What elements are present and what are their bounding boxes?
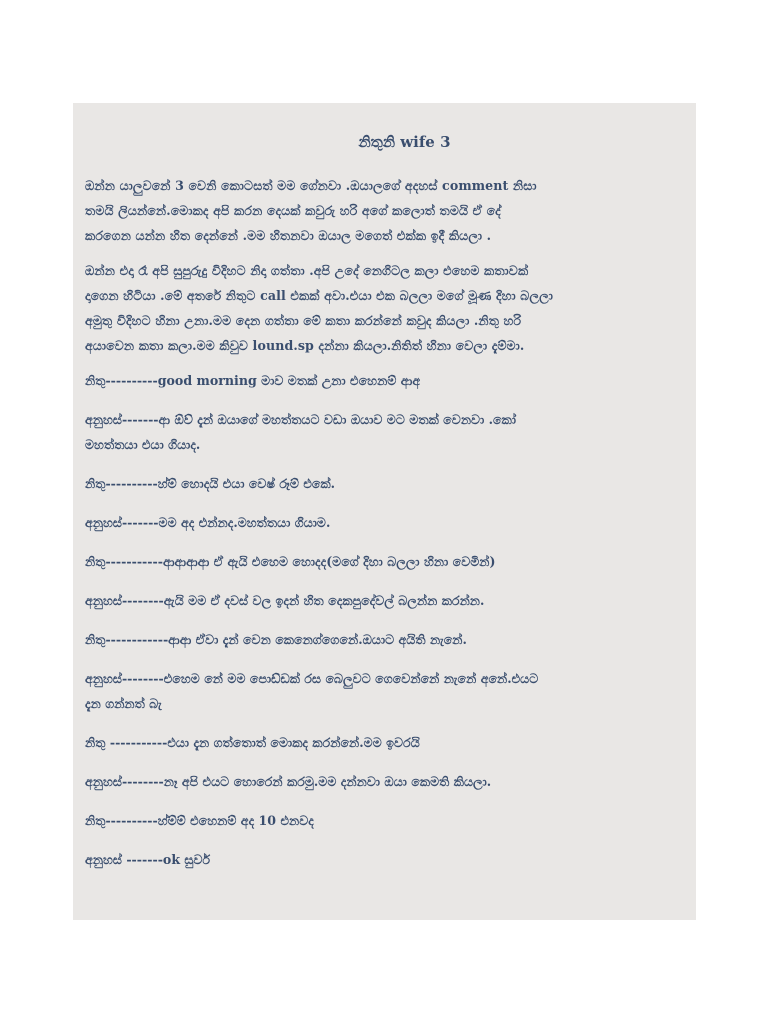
dialogue-text: අනුහස්-------ආ ඕව් දැන් ඔයාගේ මහත්තයට වඩා ඔයාව මට මතක් වෙනවා .කෝ bbox=[85, 412, 516, 427]
intro-paragraph bbox=[85, 173, 684, 248]
paragraph-line: අයාවෙන කතා කලා.මම කිවුව lound.sp දන්නා කියලා.නිතිත් හිනා වෙලා දැම්මා. bbox=[85, 338, 525, 353]
dialogue-text: අනුහස්-------මම අද එන්නද.මහත්තයා ගියාම. bbox=[85, 515, 331, 530]
story-paragraph bbox=[85, 258, 684, 358]
dialogue-text: මහත්තයා එයා ගියාද. bbox=[85, 437, 201, 452]
scanned-page bbox=[73, 103, 696, 920]
dialogue-line bbox=[85, 627, 684, 652]
dialogue-text: දැන ගන්නත් බැ bbox=[85, 696, 162, 711]
dialogue-text: නිතු-----------ආආආආ ඒ ඇයි එහෙම හොදද(මගේ දිහා බලලා හිනා වෙමින්) bbox=[85, 554, 496, 569]
dialogue-line bbox=[85, 666, 684, 716]
dialogue-text: අනුහස්--------ඇයි මම ඒ දවස් වල ඉදන් හිත දෙකපුදේවල් බලන්න කරන්න. bbox=[85, 593, 485, 608]
paragraph-line: තමයි ලියන්නේ.මොකද අපි කරන දෙයක් කවුරු හරි අගේ කලොත් තමයි ඒ දේ bbox=[85, 203, 501, 218]
paragraph-line: දාගෙන හිටියා .මේ අතරේ නිතුට call එකක් අවා.එයා එක බලලා මගේ මූණ දිහා බලලා bbox=[85, 288, 553, 303]
dialogue-text: අනුහස්--------එහෙම නේ මම පොඩ්ඩක් රස බෙලුවට ගෙවෙන්නේ නැනේ අනේ.එයට bbox=[85, 671, 539, 686]
paragraph-line: අමුතු විදිහට හිනා උනා.මම දෙන ගත්තා මේ කතා කරන්නේ කවුද කියලා .නිතු හරි bbox=[85, 313, 522, 328]
dialogue-line bbox=[85, 847, 684, 872]
dialogue-text: නිතු------------ආආ ඒවා දැන් වෙන කෙනෙග්ගෙනේ.ඔයාට අයිති නැනේ. bbox=[85, 632, 467, 647]
paragraph-line: ඔන්න එදා රෑ අපි සුපුරුදු විදිහට නිදා ගත්තා .අපි උදේ නෙගිටල කලා එහෙම කතාවක් bbox=[85, 263, 529, 278]
dialogue-text: අනුහස්--------නෑ අපි එයට හොරෙන් කරමු.මම දන්නවා ඔයා කෙමති කියලා. bbox=[85, 774, 492, 789]
dialogue-text: නිතු----------good morning මාව මතක් උනා එහෙනම් ආඅ bbox=[85, 373, 421, 388]
document-title: නිතුනි wife 3 bbox=[358, 133, 451, 151]
dialogue-line bbox=[85, 510, 684, 535]
dialogue-text: නිතු -----------එයා දැන ගත්තොත් මොකද කරන්නේ.මම ඉවරයි bbox=[85, 735, 420, 750]
dialogue-line bbox=[85, 407, 684, 457]
dialogue-line bbox=[85, 730, 684, 755]
dialogue-line bbox=[85, 588, 684, 613]
dialogue-line bbox=[85, 808, 684, 833]
paragraph-line: ඔන්න යාලුවනේ 3 වෙනි කොටසත් මම ගේනවා .ඔයාලගේ අදහස් comment නිසා bbox=[85, 178, 537, 193]
dialogue-line bbox=[85, 471, 684, 496]
dialogue-line bbox=[85, 549, 684, 574]
paragraph-line: කරගෙන යන්න හිත දෙන්නේ .මම හිතනවා ඔයාල මගෙත් එක්ක ඉදී කියලා . bbox=[85, 228, 492, 243]
dialogue-text: නිතු----------හ්ම් හොදයි එයා වෙෂ් රූම් එකේ. bbox=[85, 476, 336, 491]
dialogue-text: අනුහස් -------ok සුවර් bbox=[85, 852, 211, 867]
dialogue-line bbox=[85, 368, 684, 393]
dialogue-text: නිතු----------හ්ම්ම් එහෙනම් අද 10 එනවද bbox=[85, 813, 314, 828]
dialogue-line bbox=[85, 769, 684, 794]
